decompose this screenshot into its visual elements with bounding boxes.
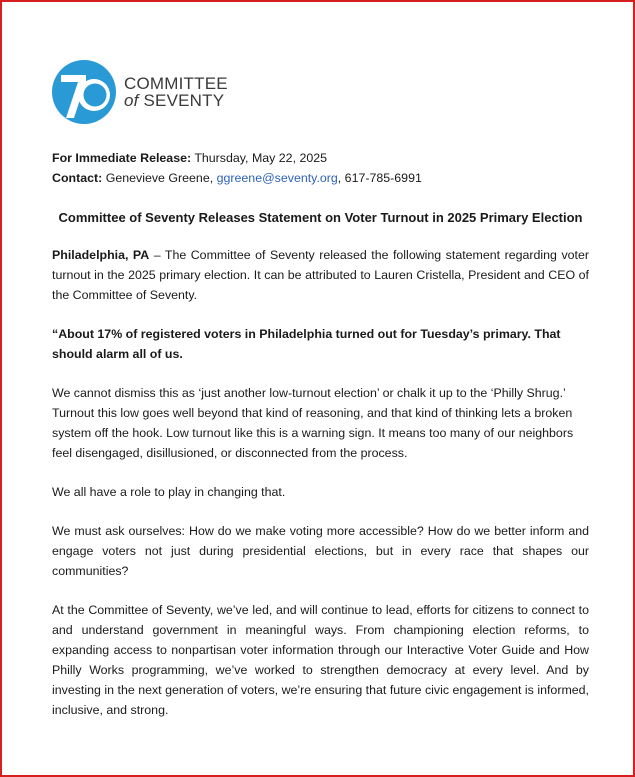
logo-line-committee: COMMITTEE: [124, 74, 228, 93]
release-date-line: [52, 148, 589, 168]
intro-text: – The Committee of Seventy released the following statement regarding voter turnout in the 2025 primary election. It can be attributed to Lauren Cristella, President and CEO of the Committee of Seventy.: [52, 248, 589, 302]
release-label: For Immediate Release:: [52, 151, 192, 165]
contact-name: Genevieve Greene,: [105, 171, 214, 185]
paragraph-dismiss: We cannot dismiss this as ‘just another low-turnout election’ or chalk it up to the ‘Philly Shrug.’ Turnout this low goes well beyond that kind of reasoning, and that kind of thinking lets a broken system off the hook. Low turnout like this is a warning sign. It means too many of our neighbors feel disengaged, disillusioned, or disconnected from the process.: [52, 386, 574, 460]
contact-label: Contact:: [52, 171, 103, 185]
release-date: Thursday, May 22, 2025: [194, 151, 328, 165]
logo-of: of: [124, 91, 139, 110]
logo-line-of-seventy: [124, 92, 228, 109]
headline: Committee of Seventy Releases Statement on Voter Turnout in 2025 Primary Election: [58, 210, 583, 225]
paragraph-mission: At the Committee of Seventy, we’ve led, and will continue to lead, efforts for citizens to connect to and understand government in meaningful ways. From championing election reforms, to expanding access to nonpartisan voter information through our Interactive Voter Guide and How Philly Works programming, we’ve worked to strengthen democracy at every level. And by investing in the next generation of voters, we’re ensuring that future civic engagement is informed, inclusive, and strong.: [52, 603, 589, 717]
contact-line: [52, 168, 589, 188]
paragraph-role: We all have a role to play in changing that.: [52, 485, 286, 499]
contact-phone: , 617-785-6991: [337, 171, 422, 185]
contact-email-link[interactable]: ggreene@seventy.org: [216, 171, 338, 185]
release-content: [52, 148, 589, 739]
seventy-logo-icon: [52, 60, 116, 124]
paragraph-questions: We must ask ourselves: How do we make voting more accessible? How do we better inform and engage voters not just during presidential elections, but in every race that shapes our communities?: [52, 524, 589, 578]
logo-seventy: SEVENTY: [143, 91, 225, 110]
dateline: Philadelphia, PA: [52, 248, 150, 262]
committee-of-seventy-logo: [52, 60, 228, 124]
logo-wordmark: [124, 75, 228, 109]
paragraph-quote: “About 17% of registered voters in Philadelphia turned out for Tuesday’s primary. That should alarm all of us.: [52, 327, 561, 361]
paragraph-intro: [52, 245, 589, 305]
